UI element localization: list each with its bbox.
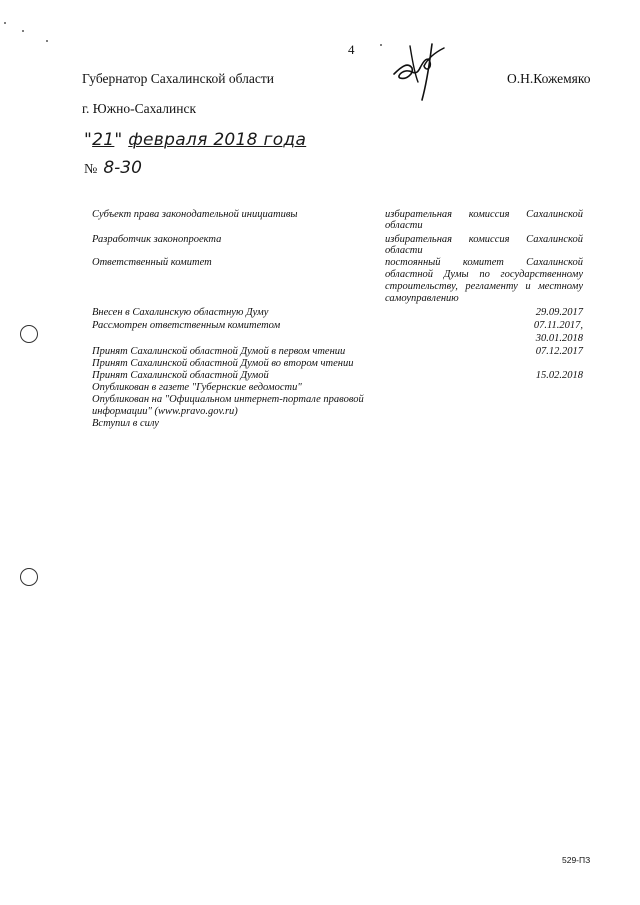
published-portal-label-line-2: информации" (www.pravo.gov.ru): [92, 406, 238, 417]
adopted-date: 15.02.2018: [535, 370, 583, 381]
number-label: №: [84, 162, 98, 177]
first-reading-date: 07.12.2017: [535, 346, 583, 357]
committee-label: Ответственный комитет: [92, 257, 212, 268]
law-date: [84, 130, 306, 150]
adopted-label: Принят Сахалинской областной Думой: [92, 370, 269, 381]
punch-hole-bottom: [20, 568, 38, 586]
committee-value-line-1: постоянный комитет Сахалинской: [385, 257, 583, 268]
introduced-date: 29.09.2017: [535, 307, 583, 318]
developer-value-line-2: области: [385, 245, 423, 256]
subject-value-line-2: области: [385, 220, 423, 231]
subject-label: Субъект права законодательной инициативы: [92, 209, 298, 220]
subject-value-line-1: избирательная комиссия Сахалинской: [385, 209, 583, 220]
signer-name: О.Н.Кожемяко: [507, 71, 591, 86]
reviewed-date-1: 07.11.2017,: [533, 320, 583, 331]
governor-signature: [388, 38, 450, 104]
developer-value-line-1: избирательная комиссия Сахалинской: [385, 234, 583, 245]
introduced-label: Внесен в Сахалинскую областную Думу: [92, 307, 269, 318]
scan-speck: [46, 40, 48, 42]
page-number: 4: [348, 42, 355, 57]
first-reading-label: Принят Сахалинской областной Думой в первом чтении: [92, 346, 346, 357]
date-day: 21: [92, 130, 115, 150]
date-open-quote: ": [84, 130, 93, 150]
scan-speck: [380, 44, 382, 46]
date-month-year: февраля 2018 года: [128, 130, 307, 150]
reviewed-label: Рассмотрен ответственным комитетом: [92, 320, 281, 331]
second-reading-label: Принят Сахалинской областной Думой во втором чтении: [92, 358, 354, 369]
developer-label: Разработчик законопроекта: [92, 234, 222, 245]
published-newspaper-label: Опубликован в газете "Губернские ведомости": [92, 382, 302, 393]
reviewed-date-2: 30.01.2018: [535, 333, 583, 344]
committee-value-line-4: самоуправлению: [385, 293, 459, 304]
in-force-label: Вступил в силу: [92, 418, 159, 429]
date-close-quote: ": [114, 130, 123, 150]
committee-value-line-2: областной Думы по государственному: [385, 269, 583, 280]
committee-value-line-3: строительству, регламенту и местному: [385, 281, 583, 292]
scan-speck: [22, 30, 24, 32]
punch-hole-top: [20, 325, 38, 343]
published-portal-label-line-1: Опубликован на "Официальном интернет-портале правовой: [92, 394, 364, 405]
document-code: 529-ПЗ: [562, 855, 591, 865]
governor-title: Губернатор Сахалинской области: [82, 71, 274, 86]
city-line: г. Южно-Сахалинск: [82, 101, 197, 116]
scan-speck: [4, 22, 6, 24]
law-number: [84, 158, 142, 178]
number-value: 8-30: [103, 158, 142, 178]
